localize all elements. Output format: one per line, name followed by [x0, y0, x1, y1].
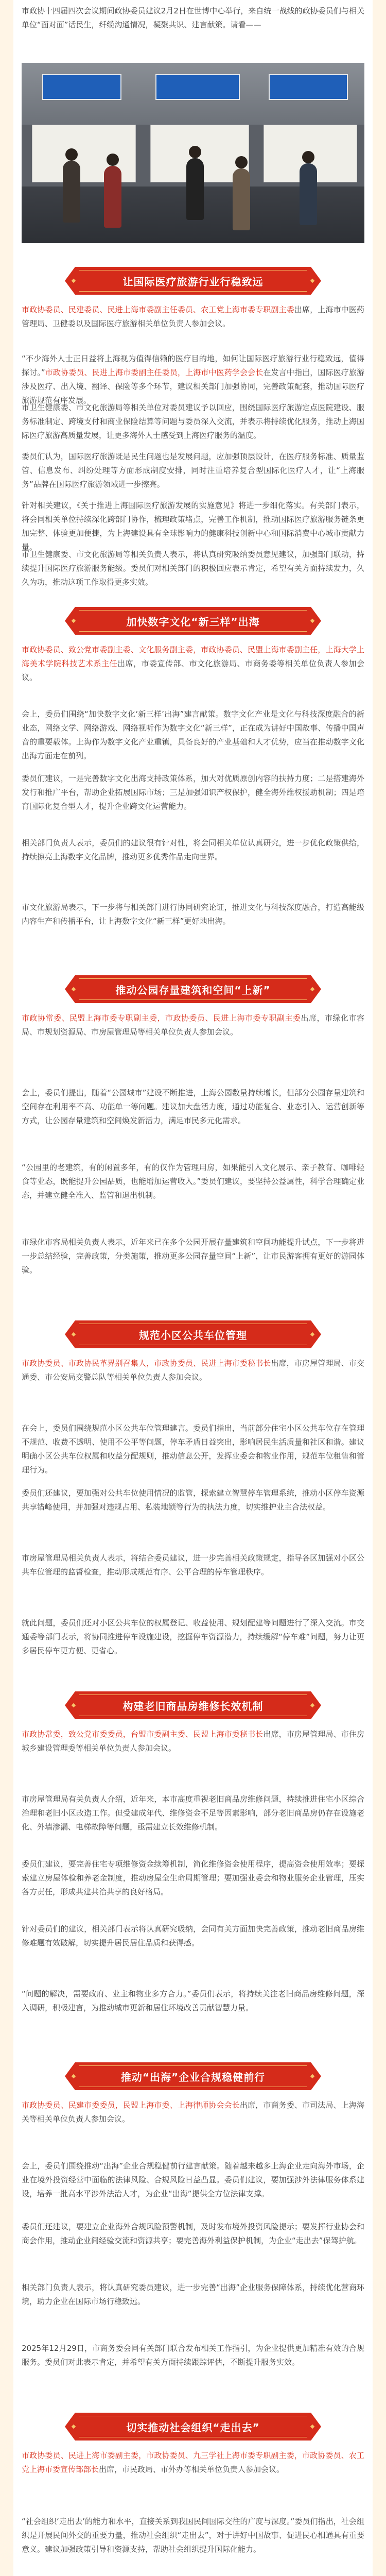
- section-paragraph: [22, 1857, 364, 1918]
- section-paragraph: [22, 1086, 364, 1157]
- paragraph-text: “问题的解决，需要政府、业主和物业多方合力。”委员们表示，将持续关注老旧商品房维修问题，深入调研，积极建言，为推动城市更新和居住环境改善贡献智慧力量。: [22, 1989, 364, 2012]
- section-paragraph: [22, 2515, 364, 2576]
- section-banner: [65, 267, 321, 295]
- highlighted-names: 市政协委员、致公党市委副主委、文化服务副主委，市政协委员、民盟上海市委副主任，上海大学上海美术学院科技艺术系主任: [22, 645, 364, 668]
- section-paragraph: [22, 1922, 364, 1983]
- highlighted-names: 市政协委员、民进上海市委副主任委员，上海市中医药学会会长: [45, 368, 264, 377]
- paragraph-text: 委员们还建议，要建立企业海外合规风险预警机制，及时发布境外投资风险提示；要发挥行业协会和商会作用，推动企业间经验交流和资源共享；要完善海外利益保护机制，为企业“走出去”保驾护航。: [22, 2222, 364, 2245]
- paragraph-text: 在发言中指出，国际医疗旅游涉及医疗、出入境、翻译、保险等多个环节，建议相关部门加强协同，完善政策配套，推动国际医疗旅游规范有序发展。: [22, 368, 364, 405]
- paragraph-text: 出席，市房屋管理局、市住房城乡建设管理委等相关单位负责人参加会议。: [22, 1730, 364, 1753]
- section-title: 规范小区公共车位管理: [139, 1329, 247, 1342]
- paragraph-text: 市卫生健康委、市文化旅游局等相关单位对委员建议予以回应，围绕国际医疗旅游定点医院建设、服务标准制定、跨境支付和商业保险结算等问题与委员深入交流，并表示将持续优化服务，推动上海国际医疗旅游高质量发展，让更多海外人士感受到上海医疗服务的温度。: [22, 403, 364, 440]
- section-paragraph: [22, 499, 364, 552]
- section-banner: [65, 2413, 321, 2441]
- section-title: 构建老旧商品房维修长效机制: [122, 1700, 264, 1713]
- section-paragraph: [22, 352, 364, 405]
- section-paragraph: [22, 1486, 364, 1547]
- paragraph-text: 出席，市民政局、市外办等相关单位负责人参加会议。: [99, 2465, 285, 2474]
- section-paragraph: [22, 2342, 364, 2398]
- section-paragraph: [22, 1551, 364, 1612]
- section-paragraph: [22, 2449, 364, 2511]
- section-paragraph: [22, 1161, 364, 1231]
- section-paragraph: [22, 1421, 364, 1482]
- paragraph-text: 委员们还建议，要加强对公共车位使用情况的监管，探索建立智慧停车管理系统，推动小区停车资源共享错峰使用，并加强对违规占用、私装地锁等行为的执法力度，切实维护业主合法权益。: [22, 1488, 364, 1512]
- section-paragraph: [22, 1011, 364, 1082]
- section-paragraph: [22, 548, 364, 592]
- paragraph-lead: “不少海外人士正日益将上海视为值得信赖的医疗目的地，如何让国际医疗旅游行业行稳致远，值得探讨。”: [22, 354, 364, 377]
- paragraph-text: 市房屋管理局相关负责人表示，将结合委员建议，进一步完善相关政策规定，指导各区加强对小区公共车位管理的监督检查，推动形成规范有序、公平合理的停车管理秩序。: [22, 1553, 364, 1577]
- paragraph-text: 会上，委员们围绕推动“出海”企业合规稳健前行建言献策。随着越来越多上海企业走向海外市场，企业在境外投资经营中面临的法律风险、合规风险日益凸显。委员们建议，要加强涉外法律服务体系建设，培养一批高水平涉外法治人才，为企业“出海”提供全方位法律支撑。: [22, 2161, 364, 2198]
- section-banner: [65, 1320, 321, 1348]
- section-paragraph: [22, 2281, 364, 2337]
- highlighted-names: 市政协委员、市政协民革界别召集人，市政协委员、民进上海市委秘书长: [22, 1359, 271, 1368]
- highlighted-names: 市政协委员、民建市委委员，民盟上海市委、上海律师协会会长: [22, 2100, 240, 2110]
- highlighted-names: 市政协常委，致公党市委委员，台盟市委副主委、民盟上海市委秘书长: [22, 1730, 264, 1739]
- paragraph-text: 针对委员们的建议，相关部门表示将认真研究吸纳，会同有关方面加快完善政策，推动老旧商品房维修难题有效破解，切实提升居民居住品质和获得感。: [22, 1924, 364, 1947]
- paragraph-text: 委员们认为，国际医疗旅游既是民生问题也是发展问题，应加强顶层设计，在医疗服务标准、质量监管、信息发布、纠纷处理等方面形成制度安排，同时注重培养复合型国际化医疗人才，让“上海服务”品牌在国际医疗旅游领域进一步擦亮。: [22, 452, 364, 489]
- article: [13, 0, 373, 2576]
- paragraph-text: 相关部门负责人表示，将认真研究委员建议，进一步完善“出海”企业服务保障体系，持续优化营商环境，助力企业在国际市场行稳致远。: [22, 2283, 364, 2306]
- paragraph-text: 出席，上海市中医药管理局、卫健委以及国际医疗旅游相关单位负责人参加会议。: [22, 305, 364, 328]
- section-title: 切实推动社会组织“走出去”: [126, 2421, 260, 2434]
- paragraph-text: “社会组织‘走出去’的能力和水平，直接关系到我国民间国际交往的广度与深度。”委员们指出，社会组织是开展民间外交的重要力量，推动社会组织“走出去”，对于讲好中国故事、促进民心相通具有重要意义。建议加强政策引导和资源支持，帮助社会组织提升国际化能力。: [22, 2517, 364, 2554]
- paragraph-text: 市文化旅游局表示，下一步将与相关部门进行协同研究论证，推进文化与科技深度融合，打造高能级内容生产和传播平台，让上海数字文化“新三样”更好地出海。: [22, 903, 364, 926]
- section-paragraph: [22, 1357, 364, 1417]
- paragraph-text: 市房屋管理局有关负责人介绍，近年来，本市高度重视老旧商品房维修问题，持续推进住宅小区综合治理和老旧小区改造工作。但受建成年代、维修资金不足等因素影响，部分老旧商品房仍存在设施老化、外墙渗漏、电梯故障等问题，亟需建立长效维修机制。: [22, 1794, 364, 1832]
- section-title: 让国际医疗旅游行业行稳致远: [122, 275, 264, 288]
- section-title: 推动“出海”企业合规稳健前行: [120, 2071, 266, 2083]
- paragraph-text: 针对相关建议，《关于推进上海国际医疗旅游发展的实施意见》将进一步细化落实。有关部门表示，将会同相关单位持续深化跨部门协作，梳理政策堵点，完善工作机制，推动国际医疗旅游服务链条更加完整、体验更加便捷，为上海建设具有全球影响力的健康科技创新中心和国际消费中心城市贡献力量。: [22, 501, 364, 552]
- section-paragraph: [22, 303, 364, 348]
- paragraph-text: 2025年12月29日，市商务委会同有关部门联合发布相关工作指引，为企业提供更加精准有效的合规服务。委员们对此表示肯定，并希望有关方面持续跟踪评估，不断提升服务实效。: [22, 2344, 364, 2367]
- section-banner: [65, 975, 321, 1003]
- section-paragraph: [22, 901, 364, 961]
- section-paragraph: [22, 401, 364, 446]
- paragraph-text: 会上，委员们围绕“加快数字文化‘新三样’出海”建言献策。数字文化产业是文化与科技深度融合的新业态，网络文学、网络游戏、网络视听作为数字文化“新三样”，正在成为讲好中国故事、传播中国声音的重要载体。上海作为数字文化产业重镇，具备良好的产业基础和人才优势，应当在推动数字文化出海方面走在前列。: [22, 709, 364, 760]
- intro-paragraph: 市政协十四届四次会议期间政协委员建议2月2日在世博中心举行，来自统一战线的政协委员们与相关单位“面对面”话民生，纤缆沟通情况，凝聚共识、建言献策。请看——: [22, 6, 364, 29]
- paragraph-text: 在会上，委员们围绕规范小区公共车位管理建言。委员们指出，当前部分住宅小区公共车位存在管理不规范、收费不透明、使用不公平等问题，停车矛盾日益突出，影响居民生活质量和社区和谐。建议明确小区公共车位权属和收益分配规则，推动信息公开，发挥业委会和物业作用，规范车位租售和管理行为。: [22, 1423, 364, 1475]
- section-paragraph: [22, 772, 364, 832]
- section-paragraph: [22, 1616, 364, 1677]
- highlighted-names: 市政协常委、民盟上海市委专职副主委，市政协委员、民进上海市委专职副主委: [22, 1013, 301, 1023]
- section-paragraph: [22, 1727, 364, 1788]
- paragraph-text: 市卫生健康委、市文化旅游局等相关负责人表示，将认真研究吸纳委员意见建议，加强部门联动，持续提升国际医疗旅游服务能级。委员们对相关部门的积极回应表示肯定，希望有关方面持续发力，久久为功，推动这项工作取得更多实效。: [22, 550, 364, 587]
- section-paragraph: [22, 2098, 364, 2155]
- section-paragraph: [22, 707, 364, 768]
- section-paragraph: [22, 450, 364, 495]
- paragraph-text: “公园里的老建筑，有的闲置多年，有的仅作为管理用房，如果能引入文化展示、亲子教育、咖啡轻食等业态，既能提升公园品质，也能增加运营收入。”委员们建议，要坚持公益属性，科学合理确定业态，并建立健全准入、监管和退出机制。: [22, 1163, 364, 1200]
- paragraph-text: 出席，市绿化市容局、市规划资源局、市房屋管理局等相关单位负责人参加会议。: [22, 1013, 364, 1037]
- section-paragraph: [22, 2159, 364, 2216]
- section-title: 加快数字文化“新三样”出海: [126, 615, 260, 628]
- section-title: 推动公园存量建筑和空间“上新”: [115, 984, 271, 996]
- paragraph-text: 委员们建议，要完善住宅专项维修资金续筹机制，简化维修资金使用程序，提高资金使用效率；要探索建立房屋体检和养老金制度，推动房屋全生命周期管理；要加强业委会和物业服务企业管理，压实各方责任，形成共建共治共享的良好格局。: [22, 1859, 364, 1896]
- paragraph-text: 相关部门负责人表示，委员们的建议很有针对性，将会同相关单位认真研究，进一步优化政策供给，持续擦亮上海数字文化品牌，推动更多优秀作品走向世界。: [22, 838, 364, 861]
- paragraph-text: 出席，市商务委、市司法局、上海海关等相关单位负责人参加会议。: [22, 2100, 364, 2124]
- highlighted-names: 市政协委员、民建委员、民进上海市委副主任委员、农工党上海市委专职副主委: [22, 305, 294, 314]
- highlighted-names: 市政协委员、民进上海市委副主委，市政协委员、九三学社上海市委专职副主委，市政协委员、农工党上海市委宣传部部长: [22, 2451, 364, 2474]
- paragraph-text: 就此问题，委员们还对小区公共车位的权属登记、收益使用、规划配建等问题进行了深入交流。市交通委等部门表示，将协同推进停车设施建设，挖掘停车资源潜力，持续缓解“停车难”问题，努力让更多居民停车更方便、更省心。: [22, 1618, 364, 1655]
- section-paragraph: [22, 2220, 364, 2277]
- section-paragraph: [22, 643, 364, 703]
- section-banner: [65, 2062, 321, 2090]
- section-paragraph: [22, 836, 364, 896]
- paragraph-text: 出席，市委宣传部、市文化旅游局、市商务委等相关单位负责人参加会议。: [22, 659, 364, 682]
- section-paragraph: [22, 1987, 364, 2048]
- paragraph-text: 市绿化市容局相关负责人表示，近年来已在多个公园开展存量建筑和空间功能提升试点，下一步将进一步总结经验，完善政策，分类施策，推动更多公园存量空间“上新”，让市民游客拥有更好的游园体验。: [22, 1238, 364, 1275]
- section-paragraph: [22, 1792, 364, 1853]
- paragraph-text: 出席，市房屋管理局、市交通委、市公安局交警总队等相关单位负责人参加会议。: [22, 1359, 364, 1382]
- section-paragraph: [22, 1235, 364, 1306]
- paragraph-text: 会上，委员们提出，随着“公园城市”建设不断推进，上海公园数量持续增长，但部分公园存量建筑和空间存在利用率不高、功能单一等问题。建议加大盘活力度，通过功能复合、业态引入、运营创新等方式，让公园存量建筑和空间焕发新活力，满足市民多元化需求。: [22, 1088, 364, 1125]
- photo-meeting-hall: [22, 63, 364, 243]
- section-banner: [65, 607, 321, 635]
- paragraph-text: 委员们建议，一是完善数字文化出海支持政策体系，加大对优质原创内容的扶持力度；二是搭建海外发行和推广平台，帮助企业拓展国际市场；三是加强知识产权保护，健全海外维权援助机制；四是培育国际化复合型人才，提升企业跨文化运营能力。: [22, 774, 364, 811]
- section-banner: [65, 1691, 321, 1719]
